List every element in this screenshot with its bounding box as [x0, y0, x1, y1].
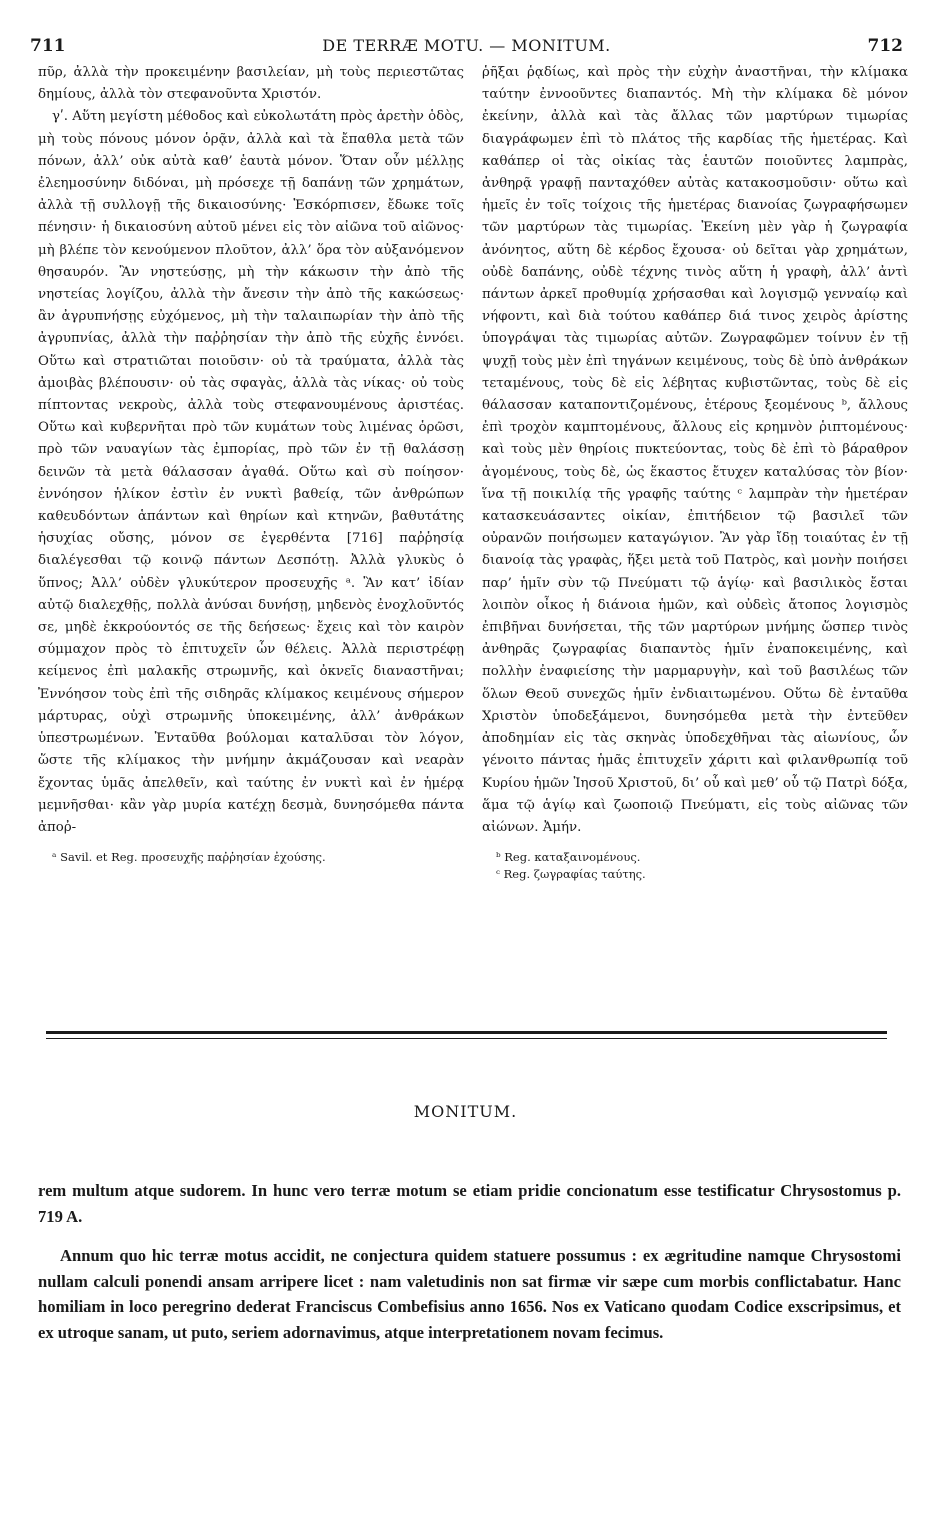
page-number-left: 711: [30, 36, 66, 56]
right-footnotes: [482, 849, 908, 883]
left-footnotes: [38, 849, 464, 866]
page-header: [30, 36, 903, 58]
monitum-paragraph-2: Annum quo hic terræ motus accidit, ne conjectura quidem statuere possumus : ex ægritudine namque Chrysostomi nullam calculi ponendi ansam arripere licet : nam valetudinis non sat firmæ vir sæpe cum morbis conflictabatur. Hanc homiliam in loco peregrino dederat Franciscus Combefisius anno 1656. Nos ex Vaticano quodam Codice exscripsimus, et ex utroque sanam, ut puto, seriem adornavimus, atque interpretationem novam fecimus.: [38, 1246, 901, 1342]
two-column-text: [38, 62, 908, 942]
right-paragraph-1: ῥῆξαι ῥᾳδίως, καὶ πρὸς τὴν εὐχὴν ἀναστῆναι, τὴν κλίμακα ταύτην ἐννοοῦντες διαπαντός. Μὴ τὴν κλίμακα δὲ μόνον ἐκείνην, ἀλλὰ καὶ τὰς ἄλλας τῶν μαρτύρων τιμωρίας διαγράφωμεν ἐπὶ τὸ πλάτος τῆς καρδίας τῆς ἡμετέρας. Καὶ καθάπερ οἱ τὰς οἰκίας τὰς ἑαυτῶν ποιοῦντες λαμπρὰς, ἀνθηρᾷ γραφῇ πανταχόθεν αὐτὰς κατακοσμοῦσιν· οὕτω καὶ ἡμεῖς ἐν τοῖς τοίχοις τῆς ἡμετέρας διανοίας ζωγραφήσωμεν τῶν μαρτύρων τὰς τιμωρίας. Ἐκείνη μὲν γὰρ ἡ ζωγραφία ἀνόνητος, αὕτη δὲ κέρδος ἔχουσα· οὐ δεῖται γὰρ χρημάτων, οὐδὲ δαπάνης, οὐδὲ τέχνης τινὸς αὕτη ἡ γραφὴ, ἀλλ’ ἀντὶ πάντων ἀρκεῖ προθυμίᾳ χρήσασθαι καὶ λογισμῷ γενναίῳ καὶ νήφοντι, καὶ διὰ τούτου καθάπερ διά τινος χειρὸς ἀρίστης ὑπογράψαι τὰς τιμωρίας αὐτῶν. Ζωγραφῶμεν τοίνυν ἐν τῇ ψυχῇ τοὺς μὲν ἐπὶ τηγάνων κειμένους, τοὺς δὲ ὑπὸ ἀνθράκων τεταμένους, τοὺς δὲ εἰς λέβητας κυβιστῶντας, τοὺς δὲ εἰς θάλασσαν καταποντιζομένους, ἑτέρους ξεομένους ᵇ, ἄλλους ἐπὶ τροχὸν καμπτομένους, ἄλλους εἰς κρημνὸν ῥιπτομένους· καὶ τοὺς μὲν θηρίοις πυκτεύοντας, τοὺς δὲ ἐπὶ τὸ βάραθρον ἀγομένους, τοὺς δὲ, ὡς ἕκαστος ἔτυχεν καταλύσας τὸν βίον· ἵνα τῇ ποικιλίᾳ τῆς γραφῆς ταύτης ᶜ λαμπρὰν τὴν ἡμετέραν κατασκευάσαντες οἰκίαν, ἐπιτήδειον τῷ βασιλεῖ τῶν οὐρανῶν ποιήσωμεν καταγώγιον. Ἂν γὰρ ἴδῃ τοιαύτας ἐν τῇ διανοίᾳ τὰς γραφὰς, ἥξει μετὰ τοῦ Πατρὸς, καὶ μονὴν ποιήσει παρ’ ἡμῖν σὺν τῷ Πνεύματι τῷ ἁγίῳ· καὶ βασιλικὸς ἔσται λοιπὸν οἶκος ἡ διάνοια ἡμῶν, καὶ οὐδεὶς ἄτοπος λογισμὸς ἐπιβῆναι δυνήσεται, τῆς τῶν μαρτύρων μνήμης ὥσπερ τινὸς ἀνθηρᾶς ζωγραφίας διαπαντὸς ἡμῖν ἐναποκειμένης, καὶ πολλὴν ἐναφιείσης τὴν μαρμαρυγὴν, καὶ τοῦ βασιλέως τῶν ὅλων Θεοῦ συνεχῶς ἡμῖν ἐνδιαιτωμένου. Οὕτω δὲ ἐνταῦθα Χριστὸν ὑποδεξάμενοι, δυνησόμεθα μετὰ τὴν ἐντεῦθεν ἀποδημίαν εἰς τὰς σκηνὰς ὑποδεχθῆναι τὰς αἰωνίους, ὧν γένοιτο πάντας ἡμᾶς ἐπιτυχεῖν χάριτι καὶ φιλανθρωπίᾳ τοῦ Κυρίου ἡμῶν Ἰησοῦ Χριστοῦ, δι’ οὗ καὶ μεθ’ οὗ τῷ Πατρὶ δόξα, ἅμα τῷ ἁγίῳ καὶ ζωοποιῷ Πνεύματι, εἰς τοὺς αἰῶνας τῶν αἰώνων. Ἀμήν.: [482, 65, 908, 835]
left-column: [38, 62, 464, 866]
right-column: [482, 62, 908, 883]
footnote-b: ᵇ Reg. καταξαινομένους.: [496, 850, 641, 865]
section-title: MONITUM.: [413, 1102, 518, 1121]
left-paragraph-1: πῦρ, ἀλλὰ τὴν προκειμένην βασιλείαν, μὴ τοὺς περιεστῶτας δημίους, ἀλλὰ τὸν στεφανοῦντα Χριστόν.: [38, 65, 464, 103]
footnote-c: ᶜ Reg. ζωγραφίας ταύτης.: [496, 867, 646, 882]
footnote-a: ᵃ Savil. et Reg. προσευχῆς παῤῥησίαν ἐχούσης.: [52, 850, 326, 865]
left-paragraph-2: γʹ. Αὕτη μεγίστη μέθοδος καὶ εὐκολωτάτη πρὸς ἀρετὴν ὁδὸς, μὴ τοὺς πόνους μόνον ὁρᾷν, ἀλλὰ καὶ τὰ ἔπαθλα μετὰ τῶν πόνων, ἀλλ’ οὐκ αὐτὰ καθ’ ἑαυτὰ μόνον. Ὅταν οὖν μέλλῃς ἐλεημοσύνην διδόναι, μὴ πρόσεχε τῇ δαπάνῃ τῶν χρημάτων, ἀλλὰ τῇ συλλογῇ τῆς δικαιοσύνης· Ἐσκόρπισεν, ἔδωκε τοῖς πένησιν· ἡ δικαιοσύνη αὐτοῦ μένει εἰς τὸν αἰῶνα τοῦ αἰῶνος· μὴ βλέπε τὸν κενούμενον πλοῦτον, ἀλλ’ ὅρα τὸν αὐξανόμενον θησαυρόν. Ἂν νηστεύσῃς, μὴ τὴν κάκωσιν τὴν ἀπὸ τῆς νηστείας λογίζου, ἀλλὰ τὴν ἄνεσιν τὴν ἀπὸ τῆς κακώσεως· ἂν ἀγρυπνήσῃς εὐχόμενος, μὴ τὴν ταλαιπωρίαν τὴν ἀπὸ τῆς ἀγρυπνίας, ἀλλὰ τὴν παῤῥησίαν τὴν ἀπὸ τῆς εὐχῆς ἐννόει. Οὕτω καὶ στρατιῶται ποιοῦσιν· οὐ τὰ τραύματα, ἀλλὰ τὰς ἀμοιβὰς βλέπουσιν· οὐ τὰς σφαγὰς, ἀλλὰ τὰς νίκας· οὐ τοὺς πίπτοντας νεκροὺς, ἀλλὰ τοὺς στεφανουμένους ἀριστέας. Οὕτω καὶ κυβερνῆται πρὸ τῶν κυμάτων τοὺς λιμένας ὁρῶσι, πρὸ τῶν ναυαγίων τὰς ἐμπορίας, πρὸ τῶν ἐν τῇ θαλάσσῃ δεινῶν τὰ μετὰ θάλασσαν ἀγαθά. Οὕτω καὶ σὺ ποίησον· ἐννόησον ἡλίκον ἐστὶν ἐν νυκτὶ βαθείᾳ, τῶν ἀνθρώπων καθευδόντων ἁπάντων καὶ θηρίων καὶ κτηνῶν, βαθυτάτης ἡσυχίας οὔσης, μόνον σε ἐγερθέντα [716] παῤῥησίᾳ διαλέγεσθαι τῷ κοινῷ πάντων Δεσπότῃ. Ἀλλὰ γλυκὺς ὁ ὕπνος; Ἀλλ’ οὐδὲν γλυκύτερον προσευχῆς ᵃ. Ἂν κατ’ ἰδίαν αὐτῷ διαλεχθῇς, πολλὰ ἀνύσαι δυνήσῃ, μηδενὸς ἐνοχλοῦντός σε, μηδὲ ἐκκρούοντός σε τῆς δεήσεως· ἔχεις καὶ τὸν καιρὸν σύμμαχον πρὸς τὸ ἐπιτυχεῖν ὧν θέλεις. Ἀλλὰ περιστρέφῃ κείμενος ἐπὶ μαλακῆς στρωμνῆς, καὶ ὀκνεῖς διαναστῆναι; Ἐννόησον τοὺς ἐπὶ τῆς σιδηρᾶς κλίμακος κειμένους σήμερον μάρτυρας, οὐχὶ στρωμνῆς ὑποκειμένης, ἀλλ’ ἀνθράκων ὑπεστρωμένων. Ἐνταῦθα βούλομαι καταλῦσαι τὸν λόγον, ὥστε τῆς κλίμακος τὴν μνήμην ἀκμάζουσαν καὶ νεαρὰν ἔχοντας ὑμᾶς ἀπελθεῖν, καὶ ταύτης ἐν νυκτὶ καὶ ἐν ἡμέρᾳ μεμνῆσθαι· κἂν γὰρ μυρία κατέχῃ δεσμὰ, δυνησόμεθα πάντα ἀποῤ-: [38, 109, 464, 835]
section-divider-thin: [46, 1038, 887, 1039]
monitum-paragraph-1: rem multum atque sudorem. In hunc vero terræ motum se etiam pridie concionatum esse testificatur Chrysostomus p. 719 A.: [38, 1181, 901, 1226]
section-divider-thick: [46, 1031, 887, 1034]
monitum-text: [38, 1178, 901, 1346]
running-title: DE TERRÆ MOTU. — MONITUM.: [322, 36, 611, 55]
page-number-right: 712: [867, 36, 903, 56]
